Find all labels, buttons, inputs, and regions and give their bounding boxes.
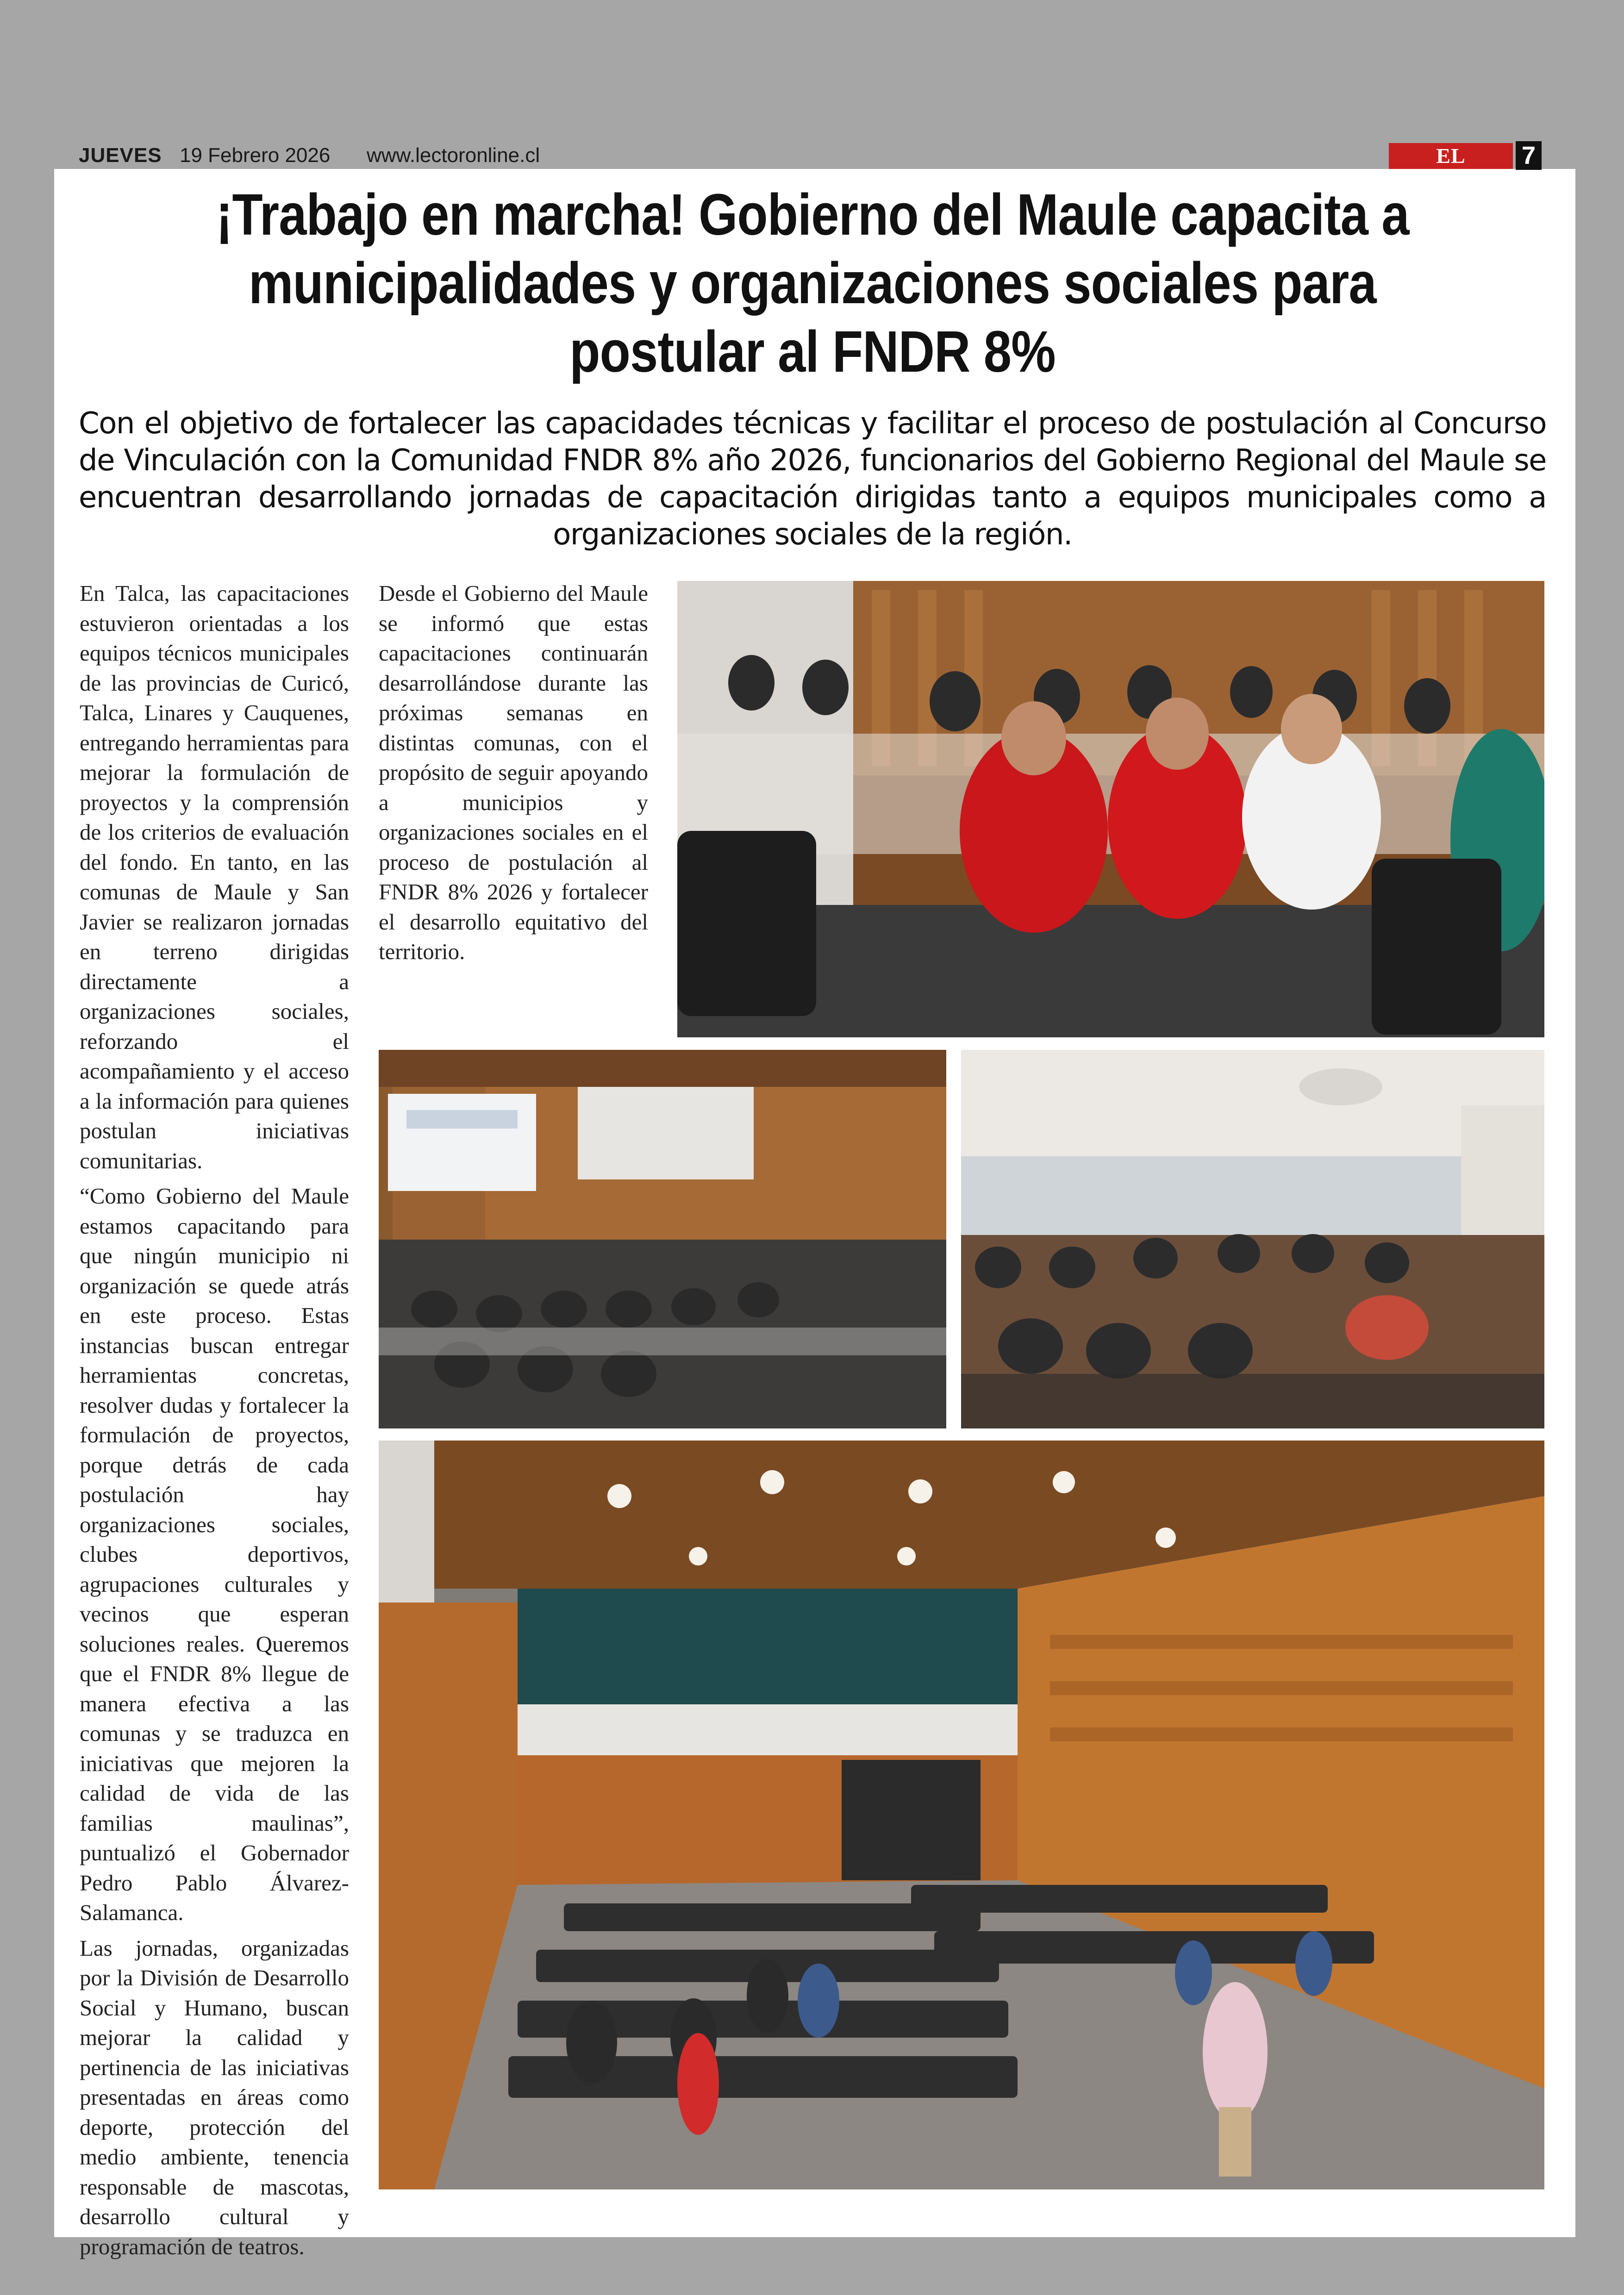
- article-lead: Con el objetivo de fortalecer las capacidades técnicas y facilitar el proceso de postulación al Concurso de Vinculación con la Comunidad FNDR 8% año 2026, funcionarios del Gobierno Regional del Maule se encuentran desarrollando jornadas de capacitación dirigidas tanto a equipos municipales como a organizaciones sociales de la región.: [79, 406, 1546, 552]
- newspaper-logo: EL LECTOR: [1389, 143, 1513, 169]
- page-header: [79, 141, 1546, 193]
- text-column-2: [379, 579, 648, 973]
- article-title: ¡Trabajo en marcha! Gobierno del Maule capacita a municipalidades y organizaciones sociales para postular al FNDR 8%: [216, 182, 1409, 384]
- header-date: 19 Febrero 2026: [180, 144, 331, 167]
- article-paragraph: Desde el Gobierno del Maule se informó que estas capacitaciones continuarán desarrollándose durante las próximas semanas en distintas comunas, con el propósito de seguir apoyando a municipios y organizaciones sociales en el proceso de postulación al FNDR 8% 2026 y fortalecer el desarrollo equitativo del territorio.: [379, 580, 648, 964]
- header-website: www.lectoronline.cl: [367, 144, 540, 167]
- article-paragraph: “Como Gobierno del Maule estamos capacitando para que ningún municipio ni organización se quede atrás en este proceso. Estas instancias buscan entregar herramientas concretas, resolver dudas y fortalecer la formulación de proyectos, porque detrás de cada postulación hay organizaciones sociales, clubes deportivos, agrupaciones culturales y vecinos que esperan soluciones reales. Queremos que el FNDR 8% llegue de manera efectiva a las comunas y se traduzca en iniciativas que mejoren la calidad de vida de las familias maulinas”, puntualizó el Gobernador Pedro Pablo Álvarez-Salamanca.: [80, 1183, 349, 1925]
- text-column-1: [80, 579, 349, 2267]
- header-day: JUEVES: [79, 144, 162, 167]
- photo-auditorium-screen: [379, 1050, 946, 1428]
- article-paragraph: Las jornadas, organizadas por la División de Desarrollo Social y Humano, buscan mejorar la calidad y pertinencia de las iniciativas presentadas en áreas como deporte, protección del medio ambiente, tenencia responsable de mascotas, desarrollo cultural y programación de teatros.: [80, 1935, 349, 2259]
- photo-attendees-closeup: [677, 581, 1544, 1037]
- photo-wide-hall-speaker: [379, 1441, 1544, 2189]
- page-number: 7: [1516, 141, 1542, 170]
- article-paragraph: En Talca, las capacitaciones estuvieron orientadas a los equipos técnicos municipales de las provincias de Curicó, Talca, Linares y Cauquenes, entregando herramientas para mejorar la formulación de proyectos y la comprensión de los criterios de evaluación del fondo. En tanto, en las comunas de Maule y San Javier se realizaron jornadas en terreno dirigidas directamente a organizaciones sociales, reforzando el acompañamiento y el acceso a la información para quienes postulan iniciativas comunitarias.: [80, 580, 349, 1173]
- photo-attendees-sideview: [961, 1050, 1544, 1428]
